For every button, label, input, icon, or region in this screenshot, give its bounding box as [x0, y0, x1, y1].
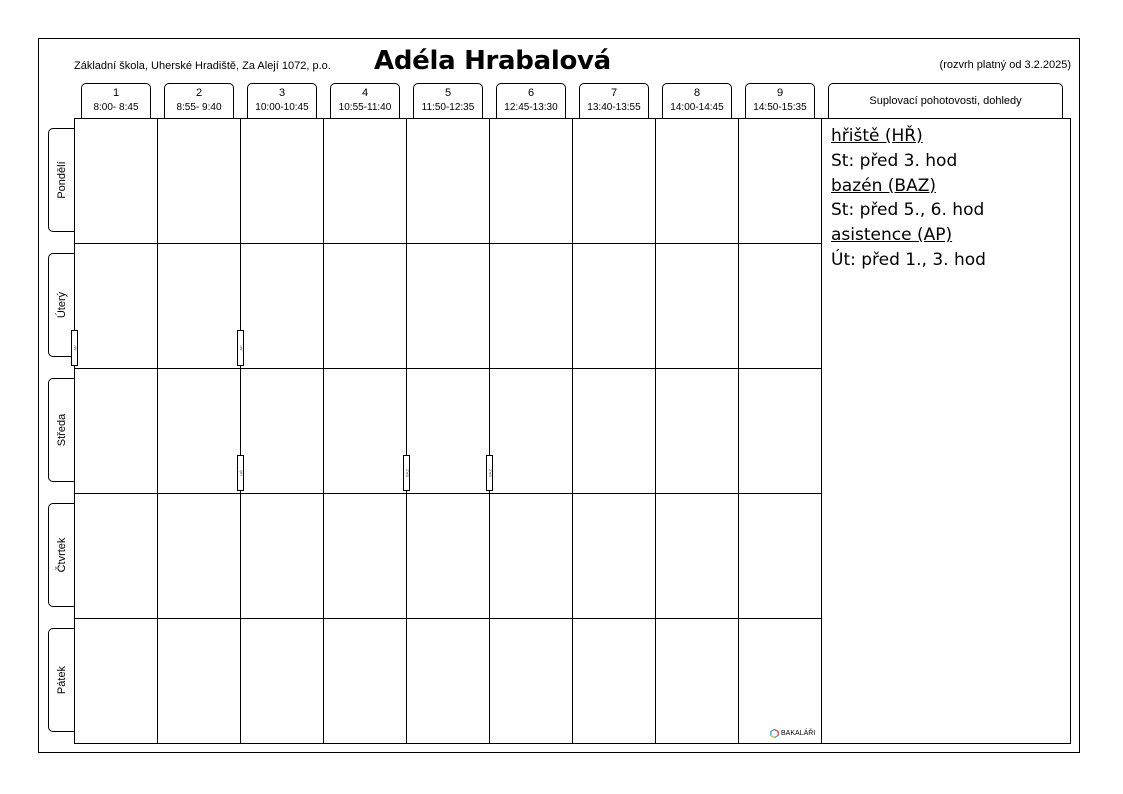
day-label: Středa	[56, 413, 68, 447]
period-time: 11:50-12:35	[421, 102, 475, 113]
period-time: 13:40-13:55	[587, 102, 641, 113]
period-time: 8:00- 8:45	[93, 102, 139, 113]
duty-place: asistence (AP)	[831, 225, 953, 246]
school-name: Základní škola, Uherské Hradiště, Za Alejí 1072, p.o.	[74, 60, 331, 72]
period-tab-7	[579, 83, 649, 118]
period-number: 8	[693, 87, 701, 99]
period-number: 3	[278, 87, 286, 99]
grid-row-divider	[75, 493, 821, 494]
duty-time: St: před 3. hod	[831, 150, 958, 171]
duty-time: St: před 5., 6. hod	[831, 200, 985, 221]
period-tab-9	[745, 83, 815, 118]
period-tab-3	[247, 83, 317, 118]
grid-row-divider	[75, 243, 821, 244]
day-tab-thursday	[48, 503, 75, 607]
teacher-name: Adéla Hrabalová	[374, 46, 611, 76]
period-time: 8:55- 9:40	[176, 102, 222, 113]
grid-row-divider	[75, 618, 821, 619]
grid-column-divider	[489, 119, 490, 743]
day-tab-wednesday	[48, 378, 75, 482]
duty-marker-wednesday-6: BAZ	[486, 455, 493, 491]
timetable-grid	[74, 118, 822, 744]
day-label: Pátek	[56, 665, 68, 695]
period-tab-4	[330, 83, 400, 118]
grid-column-divider	[738, 119, 739, 743]
period-time: 10:00-10:45	[255, 102, 309, 113]
period-tab-2	[164, 83, 234, 118]
period-number: 2	[195, 87, 203, 99]
period-number: 1	[112, 87, 120, 99]
period-number: 7	[610, 87, 618, 99]
grid-column-divider	[406, 119, 407, 743]
duty-marker-tuesday-1: AP	[71, 330, 78, 366]
duties-panel-title: Suplovací pohotovosti, dohledy	[828, 83, 1063, 118]
grid-column-divider	[655, 119, 656, 743]
period-tab-5	[413, 83, 483, 118]
duty-time: Út: před 1., 3. hod	[831, 249, 986, 270]
duty-marker-wednesday-5: BAZ	[403, 455, 410, 491]
logo-text: BAKALÁŘI	[781, 730, 816, 737]
day-tab-friday	[48, 628, 75, 732]
validity-note: (rozvrh platný od 3.2.2025)	[939, 59, 1071, 71]
grid-row-divider	[75, 368, 821, 369]
period-time: 14:50-15:35	[753, 102, 807, 113]
period-time: 12:45-13:30	[504, 102, 558, 113]
day-tab-monday	[48, 128, 75, 232]
hexagon-logo-icon	[770, 729, 779, 738]
duty-marker-wednesday-3: HŘ	[237, 455, 244, 491]
day-label: Úterý	[56, 291, 68, 319]
period-number: 5	[444, 87, 452, 99]
period-tab-8	[662, 83, 732, 118]
duty-place: bazén (BAZ)	[831, 175, 936, 196]
grid-column-divider	[240, 119, 241, 743]
period-number: 9	[776, 87, 784, 99]
period-tab-6	[496, 83, 566, 118]
duties-list	[831, 124, 986, 273]
duties-panel	[822, 118, 1071, 744]
day-label: Pondělí	[56, 161, 68, 199]
duty-marker-tuesday-3: AP	[237, 330, 244, 366]
day-label: Čtvrtek	[56, 537, 68, 573]
period-number: 6	[527, 87, 535, 99]
period-number: 4	[361, 87, 369, 99]
grid-column-divider	[157, 119, 158, 743]
grid-column-divider	[572, 119, 573, 743]
period-tab-1	[81, 83, 151, 118]
period-time: 10:55-11:40	[338, 102, 392, 113]
duty-place: hřiště (HŘ)	[831, 126, 923, 146]
period-time: 14:00-14:45	[670, 102, 724, 113]
bakalari-logo	[770, 729, 815, 738]
grid-column-divider	[323, 119, 324, 743]
